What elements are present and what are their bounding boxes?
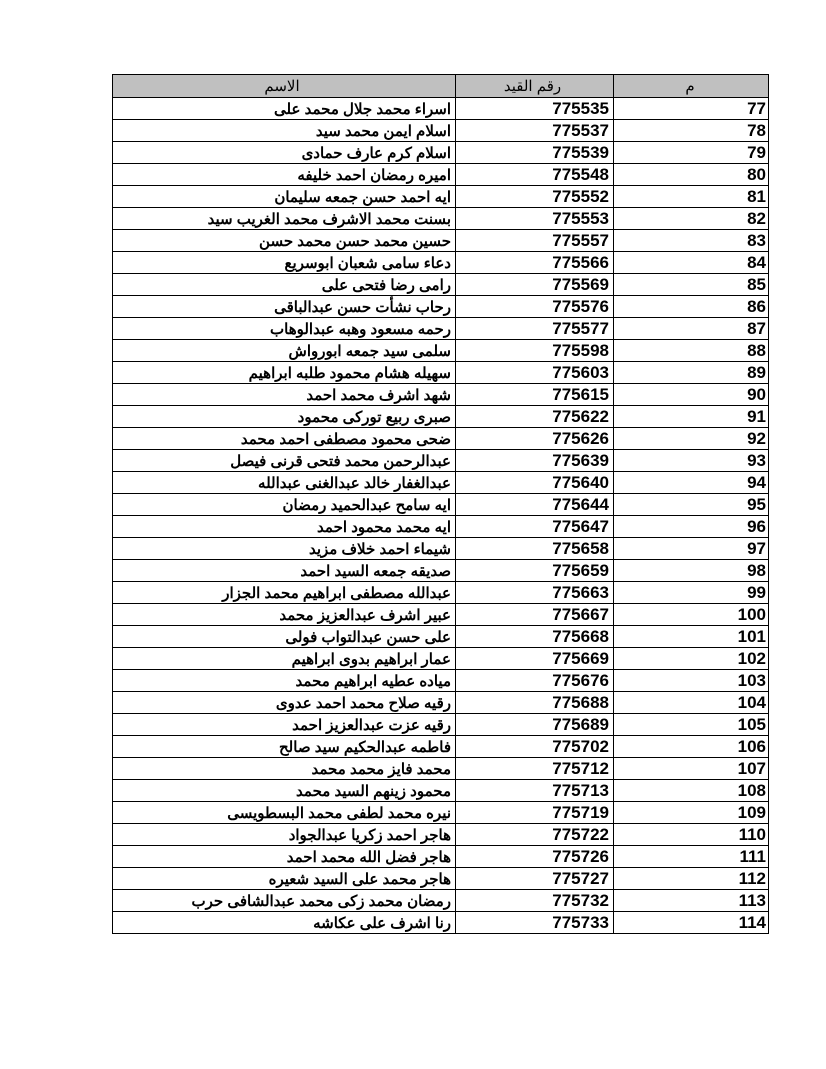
student-name-cell: رنا اشرف على عكاشه: [113, 912, 456, 934]
serial-number-cell: 99: [614, 582, 769, 604]
student-name-cell: محمد فايز محمد محمد: [113, 758, 456, 780]
student-name-cell: شيماء احمد خلاف مزيد: [113, 538, 456, 560]
table-row: [113, 868, 769, 890]
table-row: [113, 824, 769, 846]
table-row: [113, 208, 769, 230]
registration-number-cell: 775615: [456, 384, 614, 406]
table-row: [113, 626, 769, 648]
serial-number-cell: 80: [614, 164, 769, 186]
student-name-cell: عبدالله مصطفى ابراهيم محمد الجزار: [113, 582, 456, 604]
table-row: [113, 846, 769, 868]
table-row: [113, 516, 769, 538]
serial-number-cell: 86: [614, 296, 769, 318]
header-row: [113, 75, 769, 98]
student-name-cell: حسين محمد حسن محمد حسن: [113, 230, 456, 252]
student-name-cell: اميره رمضان احمد خليفه: [113, 164, 456, 186]
registration-number-cell: 775557: [456, 230, 614, 252]
registration-number-cell: 775688: [456, 692, 614, 714]
registration-number-cell: 775639: [456, 450, 614, 472]
student-name-cell: بسنت محمد الاشرف محمد الغريب سيد: [113, 208, 456, 230]
registration-number-cell: 775577: [456, 318, 614, 340]
serial-number-cell: 101: [614, 626, 769, 648]
serial-number-cell: 114: [614, 912, 769, 934]
serial-number-cell: 85: [614, 274, 769, 296]
student-name-cell: رقيه عزت عبدالعزيز احمد: [113, 714, 456, 736]
registration-number-cell: 775622: [456, 406, 614, 428]
registration-number-cell: 775658: [456, 538, 614, 560]
student-name-cell: على حسن عبدالتواب فولى: [113, 626, 456, 648]
registration-number-cell: 775667: [456, 604, 614, 626]
serial-number-cell: 103: [614, 670, 769, 692]
student-name-cell: هاجر محمد على السيد شعيره: [113, 868, 456, 890]
serial-number-cell: 95: [614, 494, 769, 516]
registration-number-cell: 775669: [456, 648, 614, 670]
registration-number-cell: 775569: [456, 274, 614, 296]
registration-number-cell: 775548: [456, 164, 614, 186]
student-name-cell: رقيه صلاح محمد احمد عدوى: [113, 692, 456, 714]
table-row: [113, 780, 769, 802]
table-row: [113, 648, 769, 670]
serial-number-cell: 100: [614, 604, 769, 626]
student-name-cell: شهد اشرف محمد احمد: [113, 384, 456, 406]
student-name-cell: محمود زينهم السيد محمد: [113, 780, 456, 802]
table-row: [113, 296, 769, 318]
student-name-cell: سهيله هشام محمود طلبه ابراهيم: [113, 362, 456, 384]
serial-number-cell: 79: [614, 142, 769, 164]
serial-number-cell: 107: [614, 758, 769, 780]
table-row: [113, 186, 769, 208]
student-name-cell: رمضان محمد زكى محمد عبدالشافى حرب: [113, 890, 456, 912]
student-name-cell: اسراء محمد جلال محمد على: [113, 98, 456, 120]
serial-number-cell: 113: [614, 890, 769, 912]
registration-number-cell: 775713: [456, 780, 614, 802]
student-name-cell: عبدالغفار خالد عبدالغنى عبدالله: [113, 472, 456, 494]
serial-number-cell: 108: [614, 780, 769, 802]
registration-number-cell: 775676: [456, 670, 614, 692]
student-name-cell: ايه احمد حسن جمعه سليمان: [113, 186, 456, 208]
student-name-cell: ضحى محمود مصطفى احمد محمد: [113, 428, 456, 450]
table-row: [113, 274, 769, 296]
serial-number-cell: 87: [614, 318, 769, 340]
table-row: [113, 230, 769, 252]
registration-number-cell: 775640: [456, 472, 614, 494]
registration-number-cell: 775566: [456, 252, 614, 274]
serial-number-cell: 84: [614, 252, 769, 274]
serial-number-cell: 94: [614, 472, 769, 494]
registration-number-cell: 775722: [456, 824, 614, 846]
student-name-cell: اسلام كرم عارف حمادى: [113, 142, 456, 164]
table-row: [113, 164, 769, 186]
serial-number-cell: 90: [614, 384, 769, 406]
table-row: [113, 692, 769, 714]
registration-number-cell: 775535: [456, 98, 614, 120]
table-row: [113, 758, 769, 780]
student-name-cell: اسلام ايمن محمد سيد: [113, 120, 456, 142]
registration-number-cell: 775663: [456, 582, 614, 604]
serial-number-cell: 105: [614, 714, 769, 736]
table-row: [113, 494, 769, 516]
header-name: الاسم: [113, 75, 456, 98]
registration-number-cell: 775644: [456, 494, 614, 516]
table-row: [113, 912, 769, 934]
serial-number-cell: 78: [614, 120, 769, 142]
serial-number-cell: 89: [614, 362, 769, 384]
table-row: [113, 714, 769, 736]
student-name-cell: رامى رضا فتحى على: [113, 274, 456, 296]
registration-number-cell: 775689: [456, 714, 614, 736]
table-row: [113, 604, 769, 626]
serial-number-cell: 92: [614, 428, 769, 450]
student-name-cell: ايه سامح عبدالحميد رمضان: [113, 494, 456, 516]
registration-number-cell: 775647: [456, 516, 614, 538]
table-row: [113, 538, 769, 560]
serial-number-cell: 82: [614, 208, 769, 230]
table-row: [113, 384, 769, 406]
student-name-cell: صبرى ربيع توركى محمود: [113, 406, 456, 428]
serial-number-cell: 98: [614, 560, 769, 582]
registration-number-cell: 775726: [456, 846, 614, 868]
table-row: [113, 802, 769, 824]
student-name-cell: عمار ابراهيم بدوى ابراهيم: [113, 648, 456, 670]
student-table: [112, 74, 769, 934]
registration-number-cell: 775537: [456, 120, 614, 142]
registration-number-cell: 775598: [456, 340, 614, 362]
registration-number-cell: 775733: [456, 912, 614, 934]
table-row: [113, 318, 769, 340]
serial-number-cell: 109: [614, 802, 769, 824]
student-name-cell: سلمى سيد جمعه ابورواش: [113, 340, 456, 362]
table-row: [113, 362, 769, 384]
student-name-cell: ايه محمد محمود احمد: [113, 516, 456, 538]
serial-number-cell: 97: [614, 538, 769, 560]
registration-number-cell: 775576: [456, 296, 614, 318]
table-row: [113, 450, 769, 472]
table-row: [113, 252, 769, 274]
student-name-cell: هاجر فضل الله محمد احمد: [113, 846, 456, 868]
registration-number-cell: 775659: [456, 560, 614, 582]
serial-number-cell: 104: [614, 692, 769, 714]
student-name-cell: هاجر احمد زكريا عبدالجواد: [113, 824, 456, 846]
serial-number-cell: 111: [614, 846, 769, 868]
serial-number-cell: 96: [614, 516, 769, 538]
registration-number-cell: 775668: [456, 626, 614, 648]
header-num: م: [614, 75, 769, 98]
serial-number-cell: 110: [614, 824, 769, 846]
serial-number-cell: 112: [614, 868, 769, 890]
student-name-cell: دعاء سامى شعبان ابوسريع: [113, 252, 456, 274]
student-name-cell: رحمه مسعود وهبه عبدالوهاب: [113, 318, 456, 340]
serial-number-cell: 93: [614, 450, 769, 472]
header-code: رقم القيد: [456, 75, 614, 98]
serial-number-cell: 88: [614, 340, 769, 362]
registration-number-cell: 775732: [456, 890, 614, 912]
table-row: [113, 472, 769, 494]
student-name-cell: صديقه جمعه السيد احمد: [113, 560, 456, 582]
table-row: [113, 428, 769, 450]
student-name-cell: فاطمه عبدالحكيم سيد صالح: [113, 736, 456, 758]
student-name-cell: نيره محمد لطفى محمد البسطويسى: [113, 802, 456, 824]
serial-number-cell: 77: [614, 98, 769, 120]
registration-number-cell: 775626: [456, 428, 614, 450]
student-name-cell: عبير اشرف عبدالعزيز محمد: [113, 604, 456, 626]
table-row: [113, 890, 769, 912]
table-row: [113, 406, 769, 428]
registration-number-cell: 775552: [456, 186, 614, 208]
table-row: [113, 560, 769, 582]
registration-number-cell: 775553: [456, 208, 614, 230]
registration-number-cell: 775702: [456, 736, 614, 758]
table-row: [113, 142, 769, 164]
registration-number-cell: 775539: [456, 142, 614, 164]
registration-number-cell: 775712: [456, 758, 614, 780]
registration-number-cell: 775603: [456, 362, 614, 384]
student-name-cell: عبدالرحمن محمد فتحى قرنى فيصل: [113, 450, 456, 472]
table-row: [113, 120, 769, 142]
table-row: [113, 736, 769, 758]
serial-number-cell: 102: [614, 648, 769, 670]
serial-number-cell: 106: [614, 736, 769, 758]
registration-number-cell: 775727: [456, 868, 614, 890]
serial-number-cell: 91: [614, 406, 769, 428]
table-row: [113, 582, 769, 604]
serial-number-cell: 83: [614, 230, 769, 252]
registration-number-cell: 775719: [456, 802, 614, 824]
serial-number-cell: 81: [614, 186, 769, 208]
student-name-cell: مياده عطيه ابراهيم محمد: [113, 670, 456, 692]
table-row: [113, 98, 769, 120]
table-row: [113, 670, 769, 692]
student-name-cell: رحاب نشأت حسن عبدالباقى: [113, 296, 456, 318]
table-row: [113, 340, 769, 362]
